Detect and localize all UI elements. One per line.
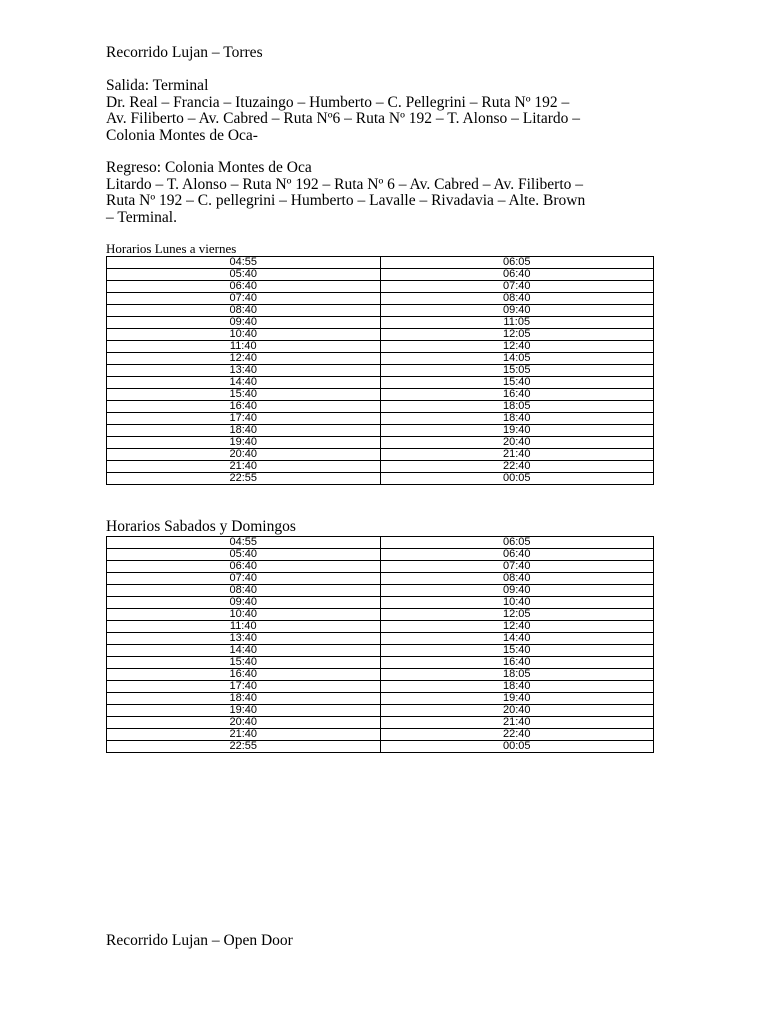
table-row bbox=[107, 585, 654, 597]
return-time-cell: 15:40 bbox=[380, 377, 654, 389]
departure-time-cell: 13:40 bbox=[107, 633, 381, 645]
table-row bbox=[107, 729, 654, 741]
departure-time-cell: 22:55 bbox=[107, 473, 381, 485]
departure-time-cell: 16:40 bbox=[107, 401, 381, 413]
departure-time-cell: 14:40 bbox=[107, 377, 381, 389]
departure-time-cell: 19:40 bbox=[107, 705, 381, 717]
departure-time-cell: 07:40 bbox=[107, 573, 381, 585]
table-row bbox=[107, 561, 654, 573]
return-time-cell: 19:40 bbox=[380, 425, 654, 437]
departure-time-cell: 14:40 bbox=[107, 645, 381, 657]
table-row bbox=[107, 317, 654, 329]
departure-time-cell: 10:40 bbox=[107, 609, 381, 621]
table-row bbox=[107, 537, 654, 549]
table-row bbox=[107, 669, 654, 681]
return-time-cell: 00:05 bbox=[380, 741, 654, 753]
return-time-cell: 07:40 bbox=[380, 281, 654, 293]
return-time-cell: 12:05 bbox=[380, 609, 654, 621]
return-time-cell: 18:05 bbox=[380, 669, 654, 681]
return-time-cell: 15:40 bbox=[380, 645, 654, 657]
return-time-cell: 06:40 bbox=[380, 269, 654, 281]
return-time-cell: 06:05 bbox=[380, 257, 654, 269]
return-time-cell: 14:40 bbox=[380, 633, 654, 645]
regreso-line: Regreso: Colonia Montes de Oca bbox=[106, 159, 312, 176]
salida-line: Dr. Real – Francia – Ituzaingo – Humberto – C. Pellegrini – Ruta Nº 192 – bbox=[106, 93, 570, 111]
footer-route-title-text: Recorrido Lujan – Open Door bbox=[106, 932, 293, 949]
table-row bbox=[107, 353, 654, 365]
table-row bbox=[107, 449, 654, 461]
table-row bbox=[107, 473, 654, 485]
return-time-cell: 12:40 bbox=[380, 621, 654, 633]
regreso-line: Ruta Nº 192 – C. pellegrini – Humberto – Lavalle – Rivadavia – Alte. Brown bbox=[106, 192, 586, 209]
table-row bbox=[107, 741, 654, 753]
return-time-cell: 08:40 bbox=[380, 573, 654, 585]
weekday-schedule-table bbox=[106, 256, 654, 485]
table-row bbox=[107, 681, 654, 693]
table-row bbox=[107, 645, 654, 657]
return-time-cell: 18:40 bbox=[380, 413, 654, 425]
table-row bbox=[107, 461, 654, 473]
departure-time-cell: 22:55 bbox=[107, 741, 381, 753]
return-time-cell: 10:40 bbox=[380, 597, 654, 609]
table-row bbox=[107, 341, 654, 353]
return-time-cell: 20:40 bbox=[380, 705, 654, 717]
departure-time-cell: 04:55 bbox=[107, 257, 381, 269]
departure-time-cell: 06:40 bbox=[107, 281, 381, 293]
return-time-cell: 16:40 bbox=[380, 389, 654, 401]
table-row bbox=[107, 293, 654, 305]
table-row bbox=[107, 621, 654, 633]
table-row bbox=[107, 329, 654, 341]
return-time-cell: 21:40 bbox=[380, 717, 654, 729]
salida-paragraph bbox=[106, 78, 666, 144]
table-row bbox=[107, 693, 654, 705]
return-time-cell: 14:05 bbox=[380, 353, 654, 365]
departure-time-cell: 10:40 bbox=[107, 329, 381, 341]
return-time-cell: 18:40 bbox=[380, 681, 654, 693]
table-row bbox=[107, 657, 654, 669]
table-row bbox=[107, 633, 654, 645]
table-row bbox=[107, 437, 654, 449]
table-row bbox=[107, 549, 654, 561]
return-time-cell: 06:40 bbox=[380, 549, 654, 561]
departure-time-cell: 04:55 bbox=[107, 537, 381, 549]
return-time-cell: 18:05 bbox=[380, 401, 654, 413]
return-time-cell: 07:40 bbox=[380, 561, 654, 573]
return-time-cell: 16:40 bbox=[380, 657, 654, 669]
route-title bbox=[106, 45, 666, 62]
departure-time-cell: 20:40 bbox=[107, 449, 381, 461]
table-row bbox=[107, 425, 654, 437]
table-row bbox=[107, 573, 654, 585]
return-time-cell: 09:40 bbox=[380, 305, 654, 317]
table-row bbox=[107, 597, 654, 609]
departure-time-cell: 12:40 bbox=[107, 353, 381, 365]
weekend-caption: Horarios Sabados y Domingos bbox=[106, 518, 296, 535]
departure-time-cell: 05:40 bbox=[107, 549, 381, 561]
departure-time-cell: 17:40 bbox=[107, 413, 381, 425]
departure-time-cell: 13:40 bbox=[107, 365, 381, 377]
return-time-cell: 15:05 bbox=[380, 365, 654, 377]
departure-time-cell: 11:40 bbox=[107, 341, 381, 353]
departure-time-cell: 06:40 bbox=[107, 561, 381, 573]
return-time-cell: 08:40 bbox=[380, 293, 654, 305]
departure-time-cell: 09:40 bbox=[107, 597, 381, 609]
regreso-line: Litardo – T. Alonso – Ruta Nº 192 – Ruta Nº 6 – Av. Cabred – Av. Filiberto – bbox=[106, 175, 584, 193]
departure-time-cell: 11:40 bbox=[107, 621, 381, 633]
return-time-cell: 11:05 bbox=[380, 317, 654, 329]
return-time-cell: 19:40 bbox=[380, 693, 654, 705]
regreso-paragraph bbox=[106, 160, 666, 226]
table-row bbox=[107, 305, 654, 317]
table-row bbox=[107, 705, 654, 717]
table-row bbox=[107, 377, 654, 389]
return-time-cell: 09:40 bbox=[380, 585, 654, 597]
departure-time-cell: 05:40 bbox=[107, 269, 381, 281]
departure-time-cell: 08:40 bbox=[107, 305, 381, 317]
departure-time-cell: 21:40 bbox=[107, 461, 381, 473]
table-row bbox=[107, 389, 654, 401]
departure-time-cell: 09:40 bbox=[107, 317, 381, 329]
departure-time-cell: 07:40 bbox=[107, 293, 381, 305]
departure-time-cell: 17:40 bbox=[107, 681, 381, 693]
departure-time-cell: 18:40 bbox=[107, 425, 381, 437]
return-time-cell: 00:05 bbox=[380, 473, 654, 485]
route-title-text: Recorrido Lujan – Torres bbox=[106, 44, 263, 61]
return-time-cell: 06:05 bbox=[380, 537, 654, 549]
footer-route-title bbox=[106, 933, 666, 950]
table-row bbox=[107, 609, 654, 621]
table-row bbox=[107, 717, 654, 729]
return-time-cell: 12:05 bbox=[380, 329, 654, 341]
departure-time-cell: 08:40 bbox=[107, 585, 381, 597]
weekend-schedule-table bbox=[106, 536, 654, 753]
return-time-cell: 22:40 bbox=[380, 729, 654, 741]
table-row bbox=[107, 413, 654, 425]
salida-line: Colonia Montes de Oca- bbox=[106, 126, 258, 144]
departure-time-cell: 21:40 bbox=[107, 729, 381, 741]
table-row bbox=[107, 269, 654, 281]
salida-line: Av. Filiberto – Av. Cabred – Ruta Nº6 – Ruta Nº 192 – T. Alonso – Litardo – bbox=[106, 110, 580, 127]
departure-time-cell: 16:40 bbox=[107, 669, 381, 681]
table-row bbox=[107, 281, 654, 293]
table-row bbox=[107, 365, 654, 377]
return-time-cell: 22:40 bbox=[380, 461, 654, 473]
return-time-cell: 12:40 bbox=[380, 341, 654, 353]
table-row bbox=[107, 401, 654, 413]
departure-time-cell: 15:40 bbox=[107, 389, 381, 401]
weekday-caption: Horarios Lunes a viernes bbox=[106, 241, 237, 256]
departure-time-cell: 15:40 bbox=[107, 657, 381, 669]
departure-time-cell: 20:40 bbox=[107, 717, 381, 729]
table-row bbox=[107, 257, 654, 269]
departure-time-cell: 19:40 bbox=[107, 437, 381, 449]
return-time-cell: 21:40 bbox=[380, 449, 654, 461]
salida-line: Salida: Terminal bbox=[106, 77, 209, 94]
return-time-cell: 20:40 bbox=[380, 437, 654, 449]
regreso-line: – Terminal. bbox=[106, 208, 177, 226]
departure-time-cell: 18:40 bbox=[107, 693, 381, 705]
